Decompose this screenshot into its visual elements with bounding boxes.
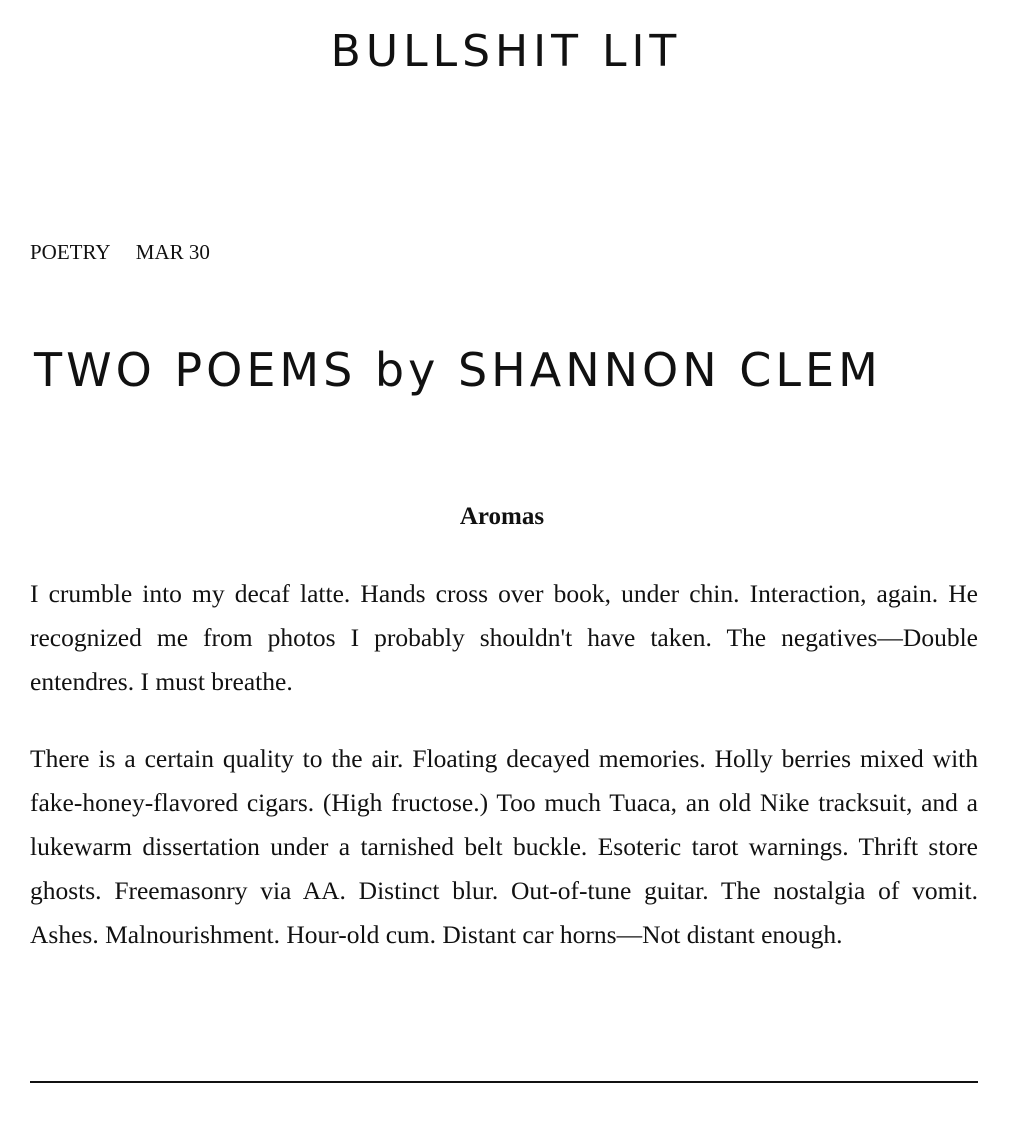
post-meta <box>30 238 230 266</box>
post-title: TWO POEMS by SHANNON CLEM <box>34 343 882 397</box>
poem-title: Aromas <box>459 503 545 530</box>
poem-paragraph-1: I crumble into my decaf latte. Hands cross over book, under chin. Interaction, again. He recognized me from photos I probably shouldn't have taken. The negatives—Double entendres. I must breathe. <box>30 579 978 696</box>
section-divider <box>30 1081 978 1083</box>
post-date: MAR 30 <box>135 240 210 264</box>
post-category-link[interactable]: POETRY <box>30 240 111 264</box>
site-logo-link[interactable]: BULLSHIT LIT <box>330 26 682 77</box>
poem-paragraph-2: There is a certain quality to the air. Floating decayed memories. Holly berries mixed with fake-honey-flavored cigars. (High fructose.) Too much Tuaca, an old Nike tracksuit, and a lukewarm dissertation under a tarnished belt buckle. Esoteric tarot warnings. Thrift store ghosts. Freemasonry via AA. Distinct blur. Out-of-tune guitar. The nostalgia of vomit. Ashes. Malnourishment. Hour-old cum. Distant car horns—Not distant enough. <box>30 744 978 949</box>
